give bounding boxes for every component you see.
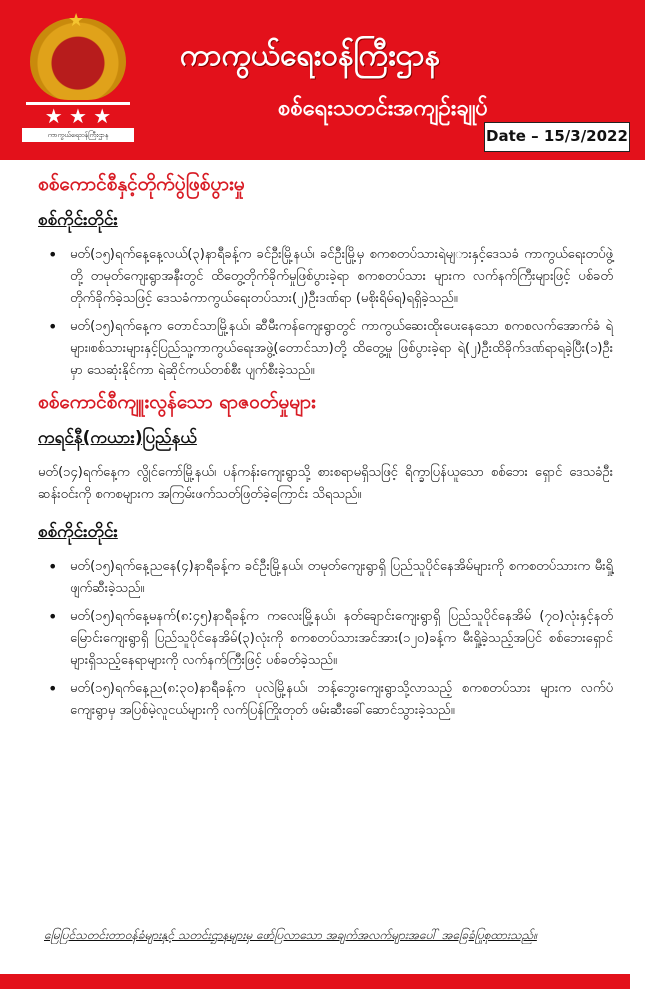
emblem-three-stars: ★ ★ ★ — [26, 102, 130, 127]
list-item: • မတ်(၁၅)ရက်နေ့ညနေ(၄)နာရီခန့်က ခင်ဦးမြို့နယ်၊ တမုတ်ကျေးရွာရှိ ပြည်သူပိုင်နေအိမ်များကို စကစတပ်သားက မီးရှို့ဖျက်ဆီးခဲ့သည်။ — [70, 556, 613, 600]
list-item: • မတ်(၁၅)ရက်နေ့မနက်(၈:၄၅)နာရီခန့်က ကလေးမြို့နယ်၊ နတ်ချောင်းကျေးရွာရှိ ပြည်သူပိုင်နေအိမ် (၇၀)လုံးနှင့်နတ်မြောင်းကျေးရွာရှိ ပြည်သူပိုင်နေအိမ်(၃)လုံးကို စကစတပ်သားအင်အား(၁၂၀)ခန့်က မီးရှို့ခဲ့သည့်အပြင် စစ်ဘေးရှောင်များရှိသည့်နေရာများကို လက်နက်ကြီးဖြင့် ပစ်ခတ်ခဲ့သည်။ — [70, 606, 613, 672]
section-heading-clashes: စစ်ကောင်စီနှင့်တိုက်ပွဲဖြစ်ပွားမှု — [38, 173, 245, 195]
clash-list — [38, 244, 613, 382]
section-heading-crimes: စစ်ကောင်စီကျူးလွန်သော ရာဇဝတ်မှုများ — [38, 391, 316, 413]
crime-list — [38, 556, 613, 722]
region-heading-sagaing-1: စစ်ကိုင်းတိုင်း — [38, 210, 118, 230]
header-banner — [0, 0, 645, 160]
source-note: မြေပြင်သတင်းတာဝန်ခံများနှင့် သတင်းဌာနများမှ ဖော်ပြလာသော အချက်အလက်များအပေါ် အခြေခံပြုစုထားသည်။ — [44, 928, 537, 942]
date-badge: Date – 15/3/2022 — [484, 122, 630, 152]
emblem-star-icon: ★ — [68, 10, 85, 31]
region-heading-sagaing-2: စစ်ကိုင်းတိုင်း — [38, 522, 118, 542]
list-item: • မတ်(၁၅)ရက်နေ့ည(၈:၃၀)နာရီခန့်က ပုလဲမြို့နယ်၊ ဘန့်ဘွေးကျေးရွာသို့လာသည့် စကစတပ်သား များက လက်ပံကျေးရွာမှ အပြစ်မဲ့လူငယ်များကို လက်ပြန်ကြိုးတုတ် ဖမ်းဆီးခေါ်ဆောင်သွားခဲ့သည်။ — [70, 678, 613, 722]
footer-bar — [0, 974, 630, 989]
ministry-emblem — [22, 12, 134, 140]
ministry-title: ကာကွယ်ရေးဝန်ကြီးဌာန — [180, 38, 441, 73]
karenni-paragraph: မတ်(၁၄)ရက်နေ့က လွိုင်ကော်မြို့နယ်၊ ပန်ကန်းကျေးရွာသို့ စားစရာမရှိသဖြင့် ရိက္ခာပြန်ယူသော စစ်ဘေး ရှောင် ဒေသခံဦးဆန်းဝင်းကို စကစများက အကြမ်းဖက်သတ်ဖြတ်ခဲ့ကြောင်း သိရသည်။ — [38, 465, 613, 502]
list-item: • မတ်(၁၅)ရက်နေ့က တောင်သာမြို့နယ်၊ ဆီမီးကန်ကျေးရွာတွင် ကာကွယ်ဆေးထိုးပေးနေသော စကစလက်အောက်ခံ ရဲများ၊စစ်သားများနှင့်ပြည်သူ့ကာကွယ်ရေးအဖွဲ့(တောင်သာ)တို့ ထိတွေ့မှု ဖြစ်ပွားခဲ့ရာ ရဲ(၂)ဦးထိခိုက်ဒဏ်ရာရခဲ့ပြီး(၁)ဦးမှာ သေဆုံးနိုင်ကာ ရဲဆိုင်ကယ်တစ်စီး ပျက်စီးခဲ့သည်။ — [70, 316, 613, 382]
emblem-caption: ကာကွယ်ရေးဝန်ကြီးဌာန — [22, 128, 134, 142]
bulletin-title: စစ်ရေးသတင်းအကျဉ်းချုပ် — [278, 96, 488, 121]
list-item: • မတ်(၁၅)ရက်နေ့နေ့လယ်(၃)နာရီခန့်က ခင်ဦးမြို့နယ်၊ ခင်ဦးမြို့မှ စကစတပ်သားရဲမျ‌ားနှင့်ဒေသခံ ကာကွယ်ရေးတပ်ဖွဲ့တို့ တမုတ်ကျေးရွာအနီးတွင် ထိတွေ့တိုက်ခိုက်မှုဖြစ်ပွားခဲ့ရာ စကစတပ်သား များက လက်နက်ကြီးများဖြင့် ပစ်ခတ်တိုက်ခိုက်ခဲ့သဖြင့် ဒေသခံကာကွယ်ရေးတပ်သား(၂)ဦးဒဏ်ရာ (မစိုးရိမ်ရ)ရရှိခဲ့သည်။ — [70, 244, 613, 310]
main-content — [38, 170, 613, 728]
region-heading-karenni: ကရင်နီ(ကယား)ပြည်နယ် — [38, 428, 197, 448]
